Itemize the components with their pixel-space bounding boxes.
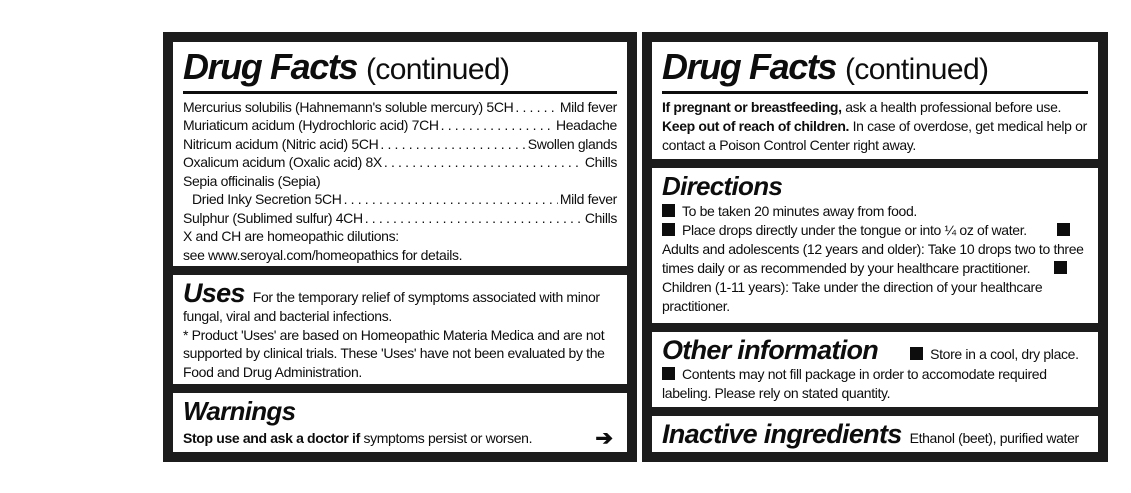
uses-header: Uses [183, 277, 245, 308]
warnings-section [173, 393, 627, 452]
other-info-headline [662, 336, 1088, 364]
dilution-note: X and CH are homeopathic dilutions: [183, 228, 399, 245]
directions-section [652, 168, 1098, 324]
directions-flow [662, 221, 1088, 316]
active-ingredients-section [173, 42, 627, 266]
directions-header: Directions [662, 170, 783, 201]
directions-children-text: Children (1-11 years): Take under the direction of your healthcare practitioner. [662, 279, 1043, 315]
ingredient-purpose: Chills [584, 209, 617, 226]
bullet-square-icon [1057, 223, 1070, 236]
dot-leader [365, 209, 583, 228]
precautions-section [652, 42, 1098, 159]
ingredient-row [183, 153, 617, 172]
ingredient-row [183, 172, 617, 191]
warnings-line [183, 428, 617, 449]
ingredient-name: Muriaticum acidum (Hydrochloric acid) 7CH [183, 117, 439, 134]
drug-facts-continued: (continued) [844, 53, 989, 86]
directions-adults-text: Adults and adolescents (12 years and older): Take 10 drops two to three times daily or as recommended by your healthcare practitioner. [662, 241, 1084, 277]
bullet-square-icon [910, 347, 923, 360]
ingredient-row [183, 209, 617, 228]
drug-facts-title: Drug Facts [183, 46, 358, 87]
dot-leader [515, 98, 557, 117]
inactive-ingredients-line [662, 420, 1088, 448]
directions-drops-text: Place drops directly under the tongue or into ¼ oz of water. [682, 222, 1027, 239]
children-text: In case of overdose, get medical help or contact a Poison Control Center right away. [662, 117, 1087, 153]
uses-disclaimer: * Product 'Uses' are based on Homeopathic Materia Medica and are not supported by clinical trials. These 'Uses' have not been evaluated by the Food and Drug Administration. [183, 326, 605, 380]
ingredient-name: Dried Inky Secretion 5CH [192, 191, 342, 208]
pregnant-text: ask a health professional before use. [841, 98, 1062, 115]
ingredient-row [183, 190, 617, 209]
ingredient-name: Sulphur (Sublimed sulfur) 4CH [183, 209, 363, 226]
ingredient-purpose: Mild fever [559, 98, 617, 115]
ingredient-name: Oxalicum acidum (Oxalic acid) 8X [183, 154, 382, 171]
bullet-square-icon [662, 223, 675, 236]
ingredient-row [183, 135, 617, 154]
right-drug-facts-panel [642, 32, 1108, 462]
left-drug-facts-panel [163, 32, 637, 462]
ingredient-purpose: Mild fever [559, 191, 617, 208]
directions-item-food [662, 202, 1088, 221]
uses-section [173, 275, 627, 384]
inactive-ingredients-text: Ethanol (beet), purified water [909, 429, 1079, 446]
dot-leader [384, 153, 583, 172]
other-info-contents [662, 365, 1088, 403]
inactive-ingredients-section [652, 416, 1098, 452]
ingredient-row [183, 98, 617, 117]
ingredient-name: Sepia officinalis (Sepia) [183, 172, 321, 189]
ingredient-purpose: Headache [555, 117, 617, 134]
other-info-header: Other information [662, 335, 879, 366]
page-title [183, 48, 617, 86]
other-info-contents-text: Contents may not fill package in order to accomodate required labeling. Please rely on stated quantity. [662, 365, 1047, 401]
ingredient-purpose: Chills [584, 154, 617, 171]
inactive-ingredients-header: Inactive ingredients [662, 418, 902, 449]
warnings-rest: symptoms persist or worsen. [359, 429, 533, 446]
ingredient-name: Mercurius solubilis (Hahnemann's soluble mercury) 5CH [183, 98, 514, 115]
pregnant-lead: If pregnant or breastfeeding, [662, 98, 842, 115]
title-divider [183, 91, 617, 94]
dot-leader [441, 116, 554, 135]
children-lead: Keep out of reach of children. [662, 117, 850, 134]
warnings-lead: Stop use and ask a doctor if [183, 429, 360, 446]
other-info-store-text: Store in a cool, dry place. [930, 346, 1079, 363]
bullet-square-icon [662, 367, 675, 380]
uses-text: For the temporary relief of symptoms associated with minor fungal, viral and bacterial infections. [183, 288, 600, 325]
title-divider [662, 91, 1088, 94]
ingredient-row [183, 116, 617, 135]
dot-leader [380, 135, 525, 154]
drug-facts-title: Drug Facts [662, 46, 837, 87]
directions-item-food-text: To be taken 20 minutes away from food. [682, 203, 917, 220]
dot-leader [344, 190, 558, 209]
continue-arrow-icon: ➔ [595, 426, 613, 450]
pregnant-warning [662, 98, 1088, 117]
page-title [662, 48, 1088, 86]
other-information-section [652, 332, 1098, 406]
uses-paragraph [183, 279, 617, 326]
bullet-square-icon [662, 204, 675, 217]
ingredient-purpose: Swollen glands [527, 135, 617, 152]
ingredient-name: Nitricum acidum (Nitric acid) 5CH [183, 135, 379, 152]
drug-facts-continued: (continued) [365, 53, 510, 86]
children-warning [662, 117, 1088, 155]
ingredient-list [183, 98, 617, 265]
dilution-note-url: see www.seroyal.com/homeopathics for details. [183, 246, 463, 263]
bullet-square-icon [1054, 261, 1067, 274]
warnings-header: Warnings [183, 396, 296, 427]
warnings-text [183, 429, 532, 448]
